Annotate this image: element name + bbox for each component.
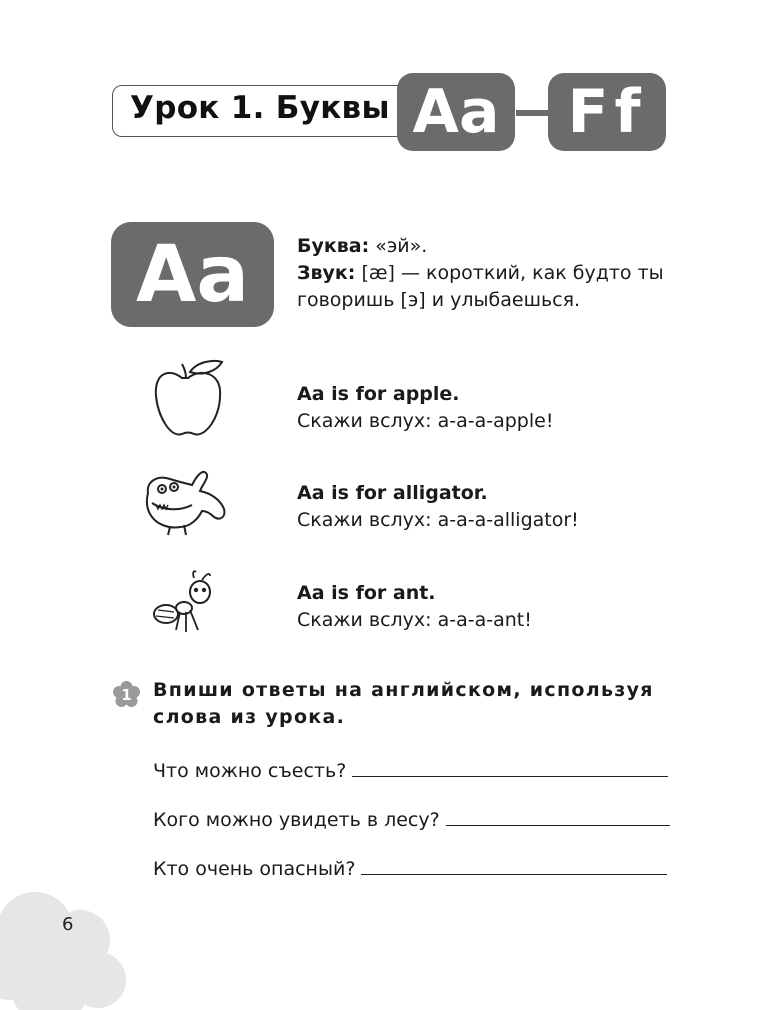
letter-info xyxy=(297,233,697,314)
apple-icon xyxy=(140,358,230,440)
answer-line-2[interactable] xyxy=(446,805,670,826)
ant-icon xyxy=(150,568,222,640)
example-ant-ru: Скажи вслух: a-a-a-ant! xyxy=(297,609,532,631)
example-alligator xyxy=(297,480,579,534)
page-title: Урок 1. Буквы xyxy=(130,90,390,126)
question-row-2 xyxy=(153,805,670,831)
exercise-number-badge xyxy=(113,681,140,708)
example-ant xyxy=(297,580,532,634)
exercise-instruction: Впиши ответы на английском, используя слова из урока. xyxy=(153,679,654,728)
page-number: 6 xyxy=(62,914,74,935)
example-ant-en: Aa is for ant. xyxy=(297,582,436,604)
header-letter-tile-start: Aa xyxy=(397,73,515,151)
question-2-text: Кого можно увидеть в лесу? xyxy=(153,809,440,831)
answer-line-1[interactable] xyxy=(352,756,668,777)
example-alligator-ru: Скажи вслух: a-a-a-alligator! xyxy=(297,509,579,531)
alligator-icon xyxy=(140,463,232,539)
example-alligator-en: Aa is for alligator. xyxy=(297,482,488,504)
letter-name-value: «эй». xyxy=(369,235,428,257)
header-letter-tile-end: Ff xyxy=(548,73,666,151)
range-dash xyxy=(516,110,548,116)
cloud-decoration xyxy=(0,880,130,1010)
exercise-number: 1 xyxy=(121,686,132,704)
answer-line-3[interactable] xyxy=(361,854,667,875)
flower-badge-icon xyxy=(113,681,140,708)
letter-name-label: Буква: xyxy=(297,235,370,257)
letter-sound-line xyxy=(297,260,697,314)
example-apple-ru: Скажи вслух: a-a-a-apple! xyxy=(297,410,554,432)
question-3-text: Кто очень опасный? xyxy=(153,858,356,880)
letter-sound-value: [æ] — короткий, как будто ты говоришь [э] и улыбаешься. xyxy=(297,262,664,311)
letter-name-line xyxy=(297,233,697,260)
question-1-text: Что можно съесть? xyxy=(153,760,347,782)
letter-sound-label: Звук: xyxy=(297,262,356,284)
example-apple-en: Aa is for apple. xyxy=(297,383,460,405)
question-row-3 xyxy=(153,854,667,880)
question-row-1 xyxy=(153,756,668,782)
letter-card: Aa xyxy=(111,222,274,327)
example-apple xyxy=(297,381,553,435)
